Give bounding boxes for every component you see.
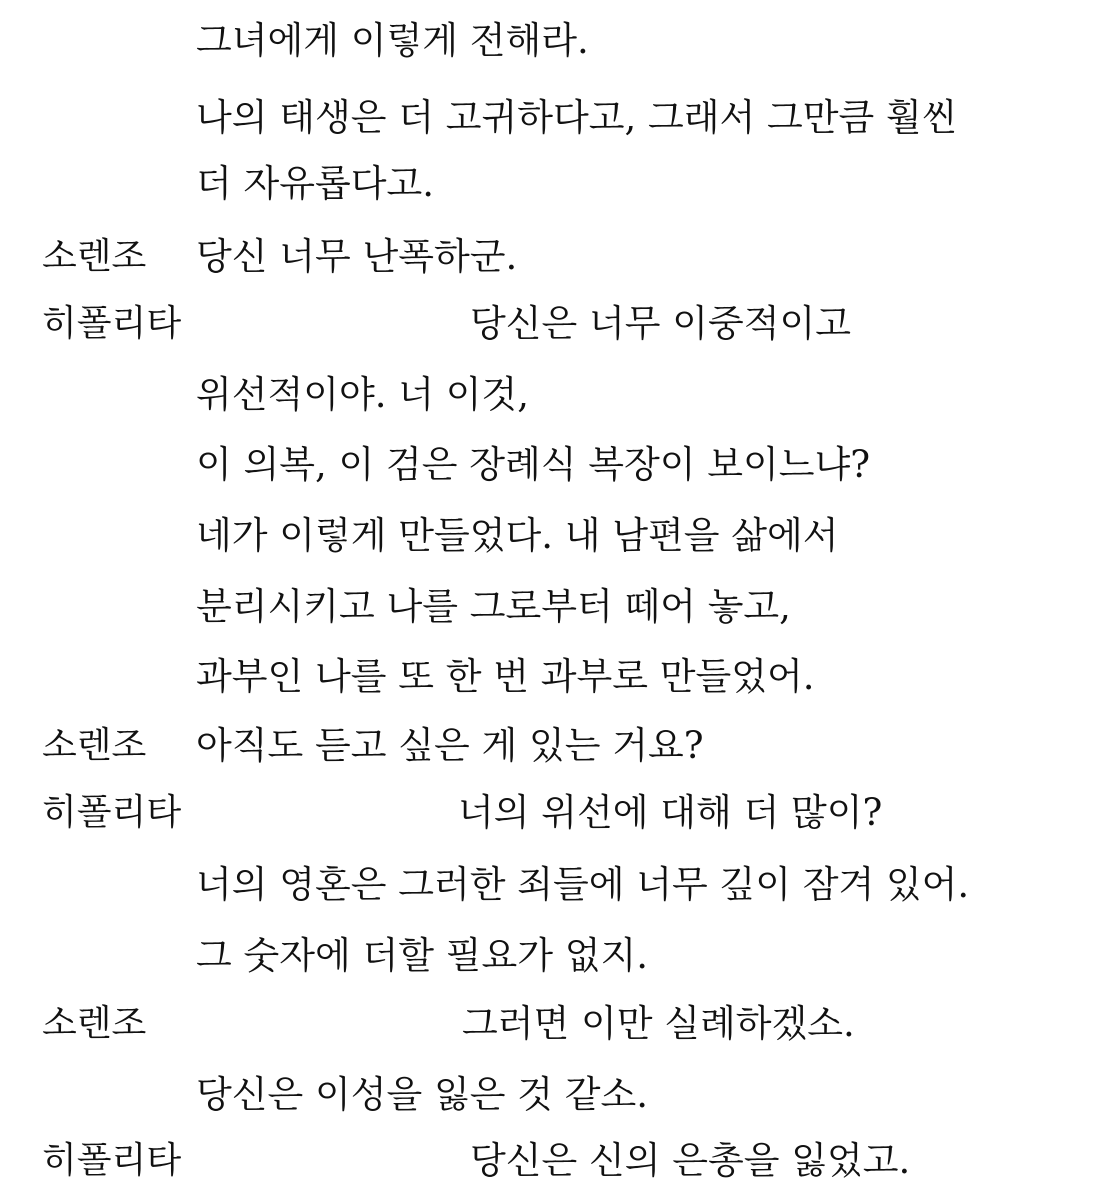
dialogue-text: 그녀에게 이렇게 전해라. (196, 19, 589, 62)
speaker-name: 히폴리타 (42, 792, 182, 833)
script-line (0, 780, 1099, 846)
dialogue-text: 당신은 너무 이중적이고 (470, 302, 851, 345)
speaker-name: 소렌조 (42, 236, 147, 277)
script-line (0, 503, 1099, 569)
dialogue-text: 당신은 이성을 잃은 것 같소. (196, 1073, 648, 1116)
speaker-name: 소렌조 (42, 725, 147, 766)
dialogue-text: 당신 너무 난폭하군. (196, 235, 518, 278)
script-line (0, 362, 1099, 428)
dialogue-text: 당신은 신의 은총을 잃었고. (470, 1139, 911, 1182)
script-line (0, 432, 1099, 498)
dialogue-text: 네가 이렇게 만들었다. 내 남편을 삶에서 (196, 514, 839, 557)
dialogue-text: 나의 태생은 더 고귀하다고, 그래서 그만큼 훨씬 (196, 96, 958, 139)
dialogue-text: 그러면 이만 실례하겠소. (462, 1002, 855, 1045)
script-line (0, 291, 1099, 357)
script-line (0, 85, 1099, 151)
speaker-name: 히폴리타 (42, 303, 182, 344)
dialogue-text: 너의 영혼은 그러한 죄들에 너무 깊이 잠겨 있어. (196, 863, 970, 906)
script-line (0, 8, 1099, 74)
dialogue-text: 너의 위선에 대해 더 많이? (458, 791, 883, 834)
dialogue-text: 아직도 듣고 싶은 게 있는 거요? (196, 724, 704, 767)
script-line (0, 574, 1099, 640)
script-line (0, 224, 1099, 290)
dialogue-text: 위선적이야. 너 이것, (196, 373, 529, 416)
script-line (0, 1062, 1099, 1128)
dialogue-text: 과부인 나를 또 한 번 과부로 만들었어. (196, 655, 815, 698)
script-line (0, 713, 1099, 779)
script-line (0, 1128, 1099, 1194)
dialogue-text: 분리시키고 나를 그로부터 떼어 놓고, (196, 585, 791, 628)
script-line (0, 852, 1099, 918)
script-line (0, 151, 1099, 217)
script-line (0, 991, 1099, 1057)
script-line (0, 644, 1099, 710)
dialogue-text: 그 숫자에 더할 필요가 없지. (196, 934, 648, 977)
speaker-name: 소렌조 (42, 1003, 147, 1044)
dialogue-text: 더 자유롭다고. (196, 162, 434, 205)
script-line (0, 923, 1099, 989)
dialogue-text: 이 의복, 이 검은 장례식 복장이 보이느냐? (196, 443, 871, 486)
speaker-name: 히폴리타 (42, 1140, 182, 1181)
